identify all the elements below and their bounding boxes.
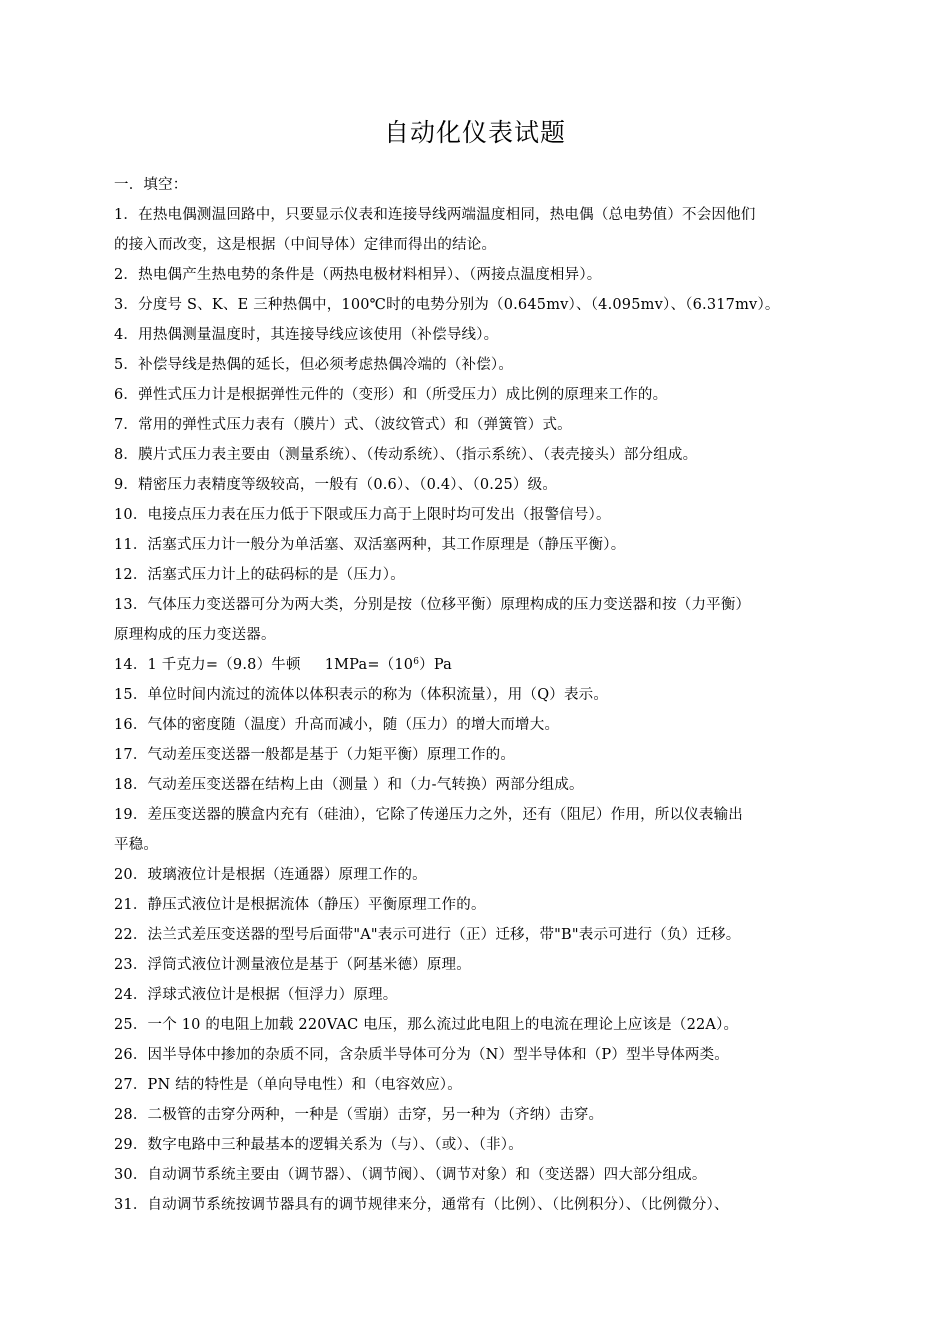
question-line: 9．精密压力表精度等级较高，一般有（0.6）、（0.4）、（0.25）级。 <box>114 477 558 493</box>
question-line: 6．弹性式压力计是根据弹性元件的（变形）和（所受压力）成比例的原理来工作的。 <box>114 387 668 403</box>
question-line: 12．活塞式压力计上的砝码标的是（压力）。 <box>114 567 405 583</box>
question-line: 的接入而改变，这是根据（中间导体）定律而得出的结论。 <box>114 237 497 253</box>
question-line: 10．电接点压力表在压力低于下限或压力高于上限时均可发出（报警信号）。 <box>114 507 611 523</box>
question-line: 平稳。 <box>114 837 159 853</box>
question-line: 15．单位时间内流过的流体以体积表示的称为（体积流量），用（Q）表示。 <box>114 687 609 703</box>
question-line-14 <box>114 650 844 680</box>
line14-part1: 14．1 千克力=（9.8）牛顿 <box>114 657 301 673</box>
question-line: 17．气动差压变送器一般都是基于（力矩平衡）原理工作的。 <box>114 747 516 763</box>
line14-superscript: 6 <box>413 657 420 667</box>
question-line: 28．二极管的击穿分两种，一种是（雪崩）击穿，另一种为（齐纳）击穿。 <box>114 1107 604 1123</box>
question-line: 19．差压变送器的膜盒内充有（硅油），它除了传递压力之外，还有（阻尼）作用，所以仪表输出 <box>114 807 743 823</box>
question-line: 29．数字电路中三种最基本的逻辑关系为（与）、（或）、（非）。 <box>114 1137 523 1153</box>
question-line: 13．气体压力变送器可分为两大类，分别是按（位移平衡）原理构成的压力变送器和按（力平衡） <box>114 597 751 613</box>
question-line: 25．一个 10 的电阻上加载 220VAC 电压，那么流过此电阻上的电流在理论上应该是（22A）。 <box>114 1017 739 1033</box>
section-heading: 一．填空： <box>114 177 188 193</box>
question-line: 20．玻璃液位计是根据（连通器）原理工作的。 <box>114 867 427 883</box>
line14-part3: ）Pa <box>419 657 453 673</box>
question-line: 8．膜片式压力表主要由（测量系统）、（传动系统）、（指示系统）、（表壳接头）部分组成。 <box>114 447 698 463</box>
question-line: 27．PN 结的特性是（单向导电性）和（电容效应）。 <box>114 1077 462 1093</box>
document-title: 自动化仪表试题 <box>383 118 566 147</box>
question-line: 18．气动差压变送器在结构上由（测量 ）和（力-气转换）两部分组成。 <box>114 777 584 793</box>
question-line: 5．补偿导线是热偶的延长，但必须考虑热偶冷端的（补偿）。 <box>114 357 514 373</box>
question-line: 16．气体的密度随（温度）升高而减小，随（压力）的增大而增大。 <box>114 717 560 733</box>
question-line: 7．常用的弹性式压力表有（膜片）式、（波纹管式）和（弹簧管）式。 <box>114 417 572 433</box>
question-line: 原理构成的压力变送器。 <box>114 627 276 643</box>
question-line: 1．在热电偶测温回路中，只要显示仪表和连接导线两端温度相同，热电偶（总电势值）不会因他们 <box>114 207 756 223</box>
question-line: 26．因半导体中掺加的杂质不同，含杂质半导体可分为（N）型半导体和（P）型半导体两类。 <box>114 1047 729 1063</box>
question-line: 24．浮球式液位计是根据（恒浮力）原理。 <box>114 987 398 1003</box>
question-list <box>114 170 844 1220</box>
question-line: 30．自动调节系统主要由（调节器）、（调节阀）、（调节对象）和（变送器）四大部分组成。 <box>114 1167 707 1183</box>
line14-part2: 1MPa=（10 <box>324 657 414 673</box>
question-line: 31．自动调节系统按调节器具有的调节规律来分，通常有（比例）、（比例积分）、（比例微分）、 <box>114 1197 729 1213</box>
question-line: 11．活塞式压力计一般分为单活塞、双活塞两种，其工作原理是（静压平衡）。 <box>114 537 626 553</box>
question-line: 3．分度号 S、K、E 三种热偶中，100℃时的电势分别为（0.645mv）、（4.095mv）、（6.317mv）。 <box>114 297 780 313</box>
question-line: 23．浮筒式液位计测量液位是基于（阿基米德）原理。 <box>114 957 471 973</box>
question-line: 4．用热偶测量温度时，其连接导线应该使用（补偿导线）。 <box>114 327 499 343</box>
question-line: 21．静压式液位计是根据流体（静压）平衡原理工作的。 <box>114 897 486 913</box>
question-line: 22．法兰式差压变送器的型号后面带"A"表示可进行（正）迁移，带"B"表示可进行（负）迁移。 <box>114 927 741 943</box>
question-line: 2．热电偶产生热电势的条件是（两热电极材料相异）、（两接点温度相异）。 <box>114 267 602 283</box>
